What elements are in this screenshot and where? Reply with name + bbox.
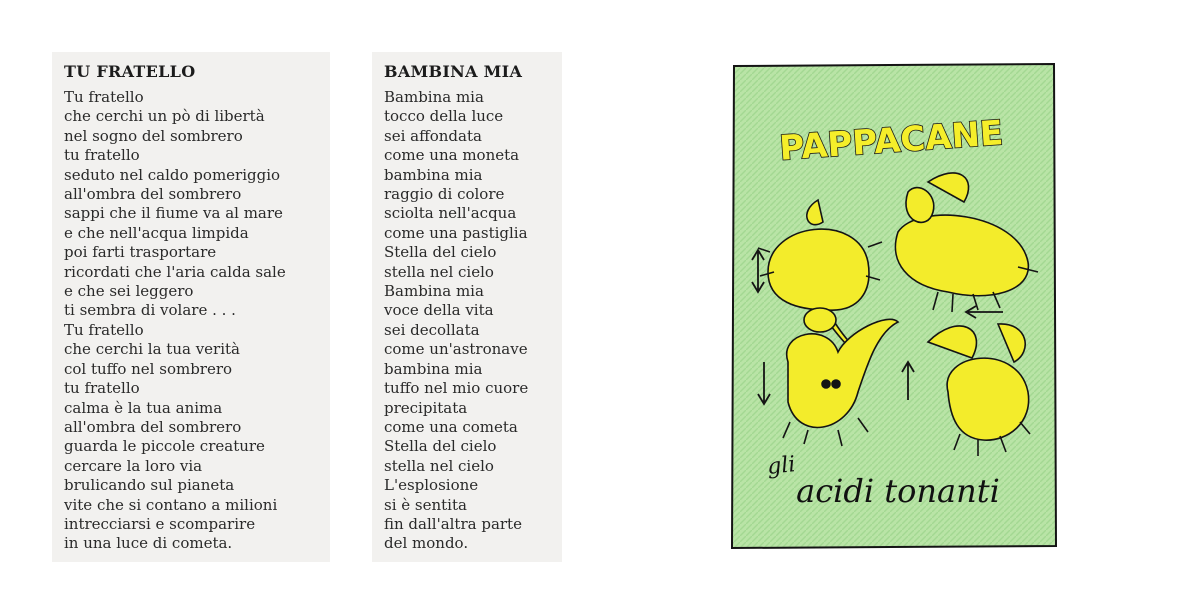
poem-line: e che nell'acqua limpida — [64, 223, 249, 242]
poem-line: seduto nel caldo pomeriggio — [64, 165, 281, 184]
poem-line: del mondo. — [384, 534, 469, 553]
poem-line: sei decollata — [384, 320, 480, 339]
poem-line: vite che si contano a milioni — [64, 495, 278, 514]
lyric-panel-tu-fratello — [52, 52, 330, 562]
poem-line: intrecciarsi e scomparire — [64, 514, 256, 533]
poem-line: sappi che il fiume va al mare — [64, 204, 283, 223]
poem-line: poi farti trasportare — [64, 243, 217, 262]
poem-line: tu fratello — [64, 379, 140, 398]
poem-line: in una luce di cometa. — [64, 534, 233, 553]
poem-line: Tu fratello — [64, 320, 144, 339]
poem-line: bambina mia — [384, 359, 483, 378]
poem-title: BAMBINA MIA — [384, 62, 523, 81]
poem-line: L'esplosione — [384, 476, 479, 495]
poem-line: all'ombra del sombrero — [64, 417, 242, 436]
poem-line: come una moneta — [384, 146, 520, 165]
poem-line: precipitata — [384, 398, 468, 417]
poem-line: tuffo nel mio cuore — [384, 379, 529, 398]
poem-line: cercare la loro via — [64, 456, 203, 475]
poem-line: brulicando sul pianeta — [64, 476, 235, 495]
poem-line: e che sei leggero — [64, 282, 194, 301]
poem-line: nel sogno del sombrero — [64, 126, 243, 145]
poem-line: col tuffo nel sombrero — [64, 359, 233, 378]
cover-title: PAPPACANE — [778, 113, 1005, 169]
poem-line: ti sembra di volare . . . — [64, 301, 236, 320]
poem-line: si è sentita — [384, 495, 467, 514]
lyric-panel-bambina-mia — [372, 52, 562, 562]
poem-line: voce della vita — [384, 301, 494, 320]
poem-line: fin dall'altra parte — [384, 514, 522, 533]
poem-line: Bambina mia — [384, 282, 484, 301]
poem-line: Stella del cielo — [384, 243, 497, 262]
poem-line: sei affondata — [384, 126, 482, 145]
poem-line: stella nel cielo — [384, 262, 494, 281]
poem-title: TU FRATELLO — [64, 62, 196, 81]
album-cover-illustration — [728, 62, 1060, 550]
poem-line: tu fratello — [64, 146, 140, 165]
poem-line: bambina mia — [384, 165, 483, 184]
poem-line: come un'astronave — [384, 340, 528, 359]
poem-lines — [64, 88, 318, 554]
poem-line: ricordati che l'aria calda sale — [64, 262, 286, 281]
poem-line: guarda le piccole creature — [64, 437, 265, 456]
cover-subtitle-small: gli — [766, 452, 797, 480]
cover-subtitle: acidi tonanti — [796, 472, 1000, 510]
poem-line: sciolta nell'acqua — [384, 204, 517, 223]
cover-drawing — [728, 62, 1060, 550]
poem-line: come una cometa — [384, 417, 518, 436]
poem-line: calma è la tua anima — [64, 398, 223, 417]
poem-line: all'ombra del sombrero — [64, 185, 242, 204]
poem-line: che cerchi un pò di libertà — [64, 107, 265, 126]
poem-line: tocco della luce — [384, 107, 504, 126]
poem-line: che cerchi la tua verità — [64, 340, 240, 359]
poem-line: Bambina mia — [384, 88, 484, 106]
poem-line: Stella del cielo — [384, 437, 497, 456]
poem-line: stella nel cielo — [384, 456, 494, 475]
poem-line: raggio di colore — [384, 185, 505, 204]
poem-line: come una pastiglia — [384, 223, 528, 242]
poem-lines — [384, 88, 550, 554]
poem-line: Tu fratello — [64, 88, 144, 106]
